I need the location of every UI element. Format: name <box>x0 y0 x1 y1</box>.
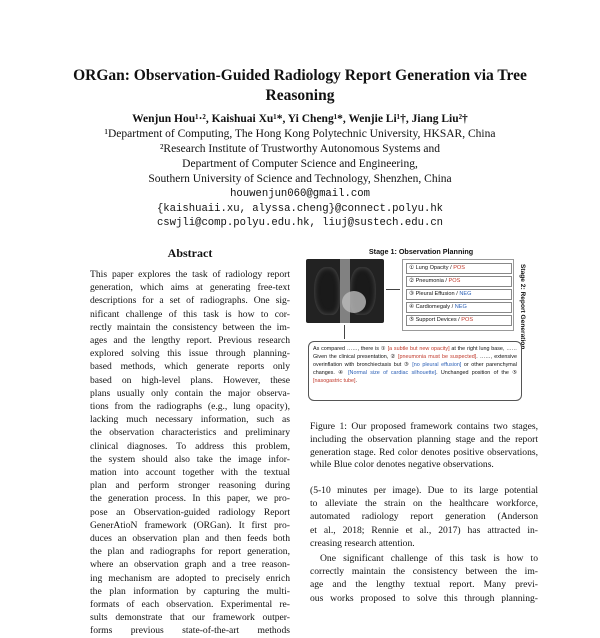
affiliation-1: ¹Department of Computing, The Hong Kong Polytechnic University, HKSAR, China <box>104 128 496 140</box>
plan-item-name: ② Pneumonia / <box>409 278 449 284</box>
abstract-line: descriptions for a set of radiographs. One sig- <box>90 295 290 307</box>
body-line: ous works proposed to solve this through planning- <box>310 592 538 604</box>
abstract-line: ages and the lengthy report. Previous research <box>90 335 290 347</box>
email-2: {kaishuaii.xu, alyssa.cheng}@connect.polyu.hk <box>156 202 444 215</box>
arrow-to-plan <box>386 289 400 290</box>
report-text-span: . Unchanged position of the ⑤ <box>436 370 517 376</box>
body-paragraph-2 <box>310 552 538 605</box>
abstract-line: where an observation graph and a tree reason- <box>90 559 290 571</box>
plan-item-tag: POS <box>461 317 474 323</box>
abstract-line: forms previous state-of-the-art methods <box>90 625 290 637</box>
abstract-line: rectly maintain the consistency between the im- <box>90 321 290 333</box>
abstract-line: GenerAtioN framework (ORGan). It first pro- <box>90 519 290 531</box>
email-3: cswjli@comp.polyu.edu.hk, liuj@sustech.edu.cn <box>156 217 444 229</box>
observation-plan-box <box>402 259 514 331</box>
abstract-line: based on high-level plans. However, these <box>90 374 290 386</box>
plan-item-tag: NEG <box>459 291 472 297</box>
body-line: age and the lengthy textual report. Many previ- <box>310 579 538 591</box>
plan-item <box>406 289 512 300</box>
abstract-line: tions from the radiographs (e.g., lung opacity), <box>90 401 290 413</box>
plan-item <box>406 276 512 287</box>
heart-silhouette <box>342 291 366 313</box>
abstract-line: pose an Observation-guided radiology Report <box>90 506 290 518</box>
abstract-line: clinical diagnoses. To address this problem, <box>90 440 290 452</box>
email-1: houwenjun060@gmail.com <box>230 188 370 200</box>
figure-1 <box>306 249 538 411</box>
generated-report-box <box>308 341 522 401</box>
abstract-line: nificant challenge of this task is how to cor- <box>90 308 290 320</box>
abstract-line: lacking much necessary information, such as <box>90 414 290 426</box>
report-observation-span: [Normal size of cardiac silhouette] <box>348 370 437 376</box>
intro-body-text <box>310 484 538 604</box>
abstract-line: This paper explores the task of radiology report <box>90 269 290 280</box>
report-text-span: . ……, extensive overinflation with bronchiectasis but ③ <box>313 354 517 368</box>
abstract-line: mation into account together with the textual <box>90 467 290 479</box>
abstract-line: sults demonstrate that our framework outper- <box>90 612 290 624</box>
title-line-2: Reasoning <box>265 87 335 104</box>
body-line: to alleviate the strain on the healthcare workforce, <box>310 498 538 510</box>
title-line-1: ORGan: Observation-Guided Radiology Report Generation via Tree <box>73 67 527 84</box>
abstract-line: the system should also take the image infor- <box>90 453 290 465</box>
report-observation-span: [a subtle but new opacity] <box>387 346 450 352</box>
report-text-span: . <box>355 378 358 384</box>
plan-item <box>406 315 512 326</box>
report-observation-span: [nasogastric tube] <box>313 378 356 384</box>
author-names: Wenjun Hou¹·², Kaishuai Xu¹*, Yi Cheng¹*, Wenjie Li¹†, Jiang Liu²† <box>132 113 468 125</box>
abstract-line: duces an observation plan and then feeds both <box>90 533 290 545</box>
report-text-span: As compared ……, there is ① <box>313 346 388 352</box>
paper-title <box>60 66 540 106</box>
author-block <box>40 112 560 231</box>
abstract-line: the plan information by capturing the multi- <box>90 585 290 597</box>
plan-item-tag: POS <box>448 278 461 284</box>
abstract-heading: Abstract <box>167 246 213 260</box>
plan-item <box>406 302 512 313</box>
figure-caption: Figure 1: Our proposed framework contains two stages, including the observation planning stage and the report generation stage. Red color denotes positive observations, while Blue color denotes negative observations. <box>310 421 538 471</box>
abstract-text <box>90 268 290 637</box>
abstract-line: ing mechanism are adopted to precisely enrich <box>90 572 290 584</box>
body-line: (5-10 minutes per image). Due to its large potential <box>310 485 538 496</box>
affiliation-2a: ²Research Institute of Trustworthy Autonomous Systems and <box>159 143 441 155</box>
report-text-span: or other parenchymal changes. ④ <box>313 362 517 376</box>
abstract-line: the plan and radiographs for report generation, <box>90 546 290 558</box>
plan-item-name: ③ Pleural Effusion / <box>409 291 460 297</box>
plan-item-name: ④ Cardiomegaly / <box>409 304 455 310</box>
stage2-label: Stage 2: Report Generation <box>519 264 526 350</box>
report-observation-span: [no pleural effusion] <box>412 362 462 368</box>
affiliation-2b: Department of Computer Science and Engineering, <box>182 158 418 170</box>
chest-xray-image <box>306 259 384 323</box>
abstract-line: generation, which aims at generating free-text <box>90 282 290 294</box>
abstract-line: based methods, which generate reports only <box>90 361 290 373</box>
plan-item-name: ⑤ Support Devices / <box>409 317 462 323</box>
plan-item-name: ① Lung Opacity / <box>409 265 454 271</box>
report-observation-span: [pneumonia must be suspected] <box>397 354 477 360</box>
abstract-line: plan and perform stronger reasoning during <box>90 480 290 492</box>
arrow-to-report <box>344 325 345 339</box>
stage1-label: Stage 1: Observation Planning <box>368 247 474 256</box>
abstract-line: formats of each observation. Experimental re- <box>90 599 290 611</box>
body-line: correctly maintain the consistency between the im- <box>310 566 538 578</box>
plan-item-tag: POS <box>453 265 466 271</box>
abstract-line: the observation characteristics and preliminary <box>90 427 290 439</box>
affiliation-2c: Southern University of Science and Technology, Shenzhen, China <box>148 173 452 185</box>
body-line: et al., 2018; Rennie et al., 2017) has attracted in- <box>310 524 538 536</box>
abstract-line: explored solving this issue through planning- <box>90 348 290 360</box>
plan-item <box>406 263 512 274</box>
abstract-line: the generation process. In this paper, we pro- <box>90 493 290 505</box>
body-line: One significant challenge of this task is how to <box>320 553 538 565</box>
body-line: automated radiology report generation (Anderson <box>310 511 538 523</box>
abstract-line: plans usually only contain the major observa- <box>90 387 290 399</box>
report-text-span: at the right lung base, …… Given the clinical presentation, ② <box>313 346 517 360</box>
body-line: creasing research attention. <box>310 537 415 549</box>
left-lung <box>314 267 340 315</box>
plan-item-tag: NEG <box>454 304 467 310</box>
